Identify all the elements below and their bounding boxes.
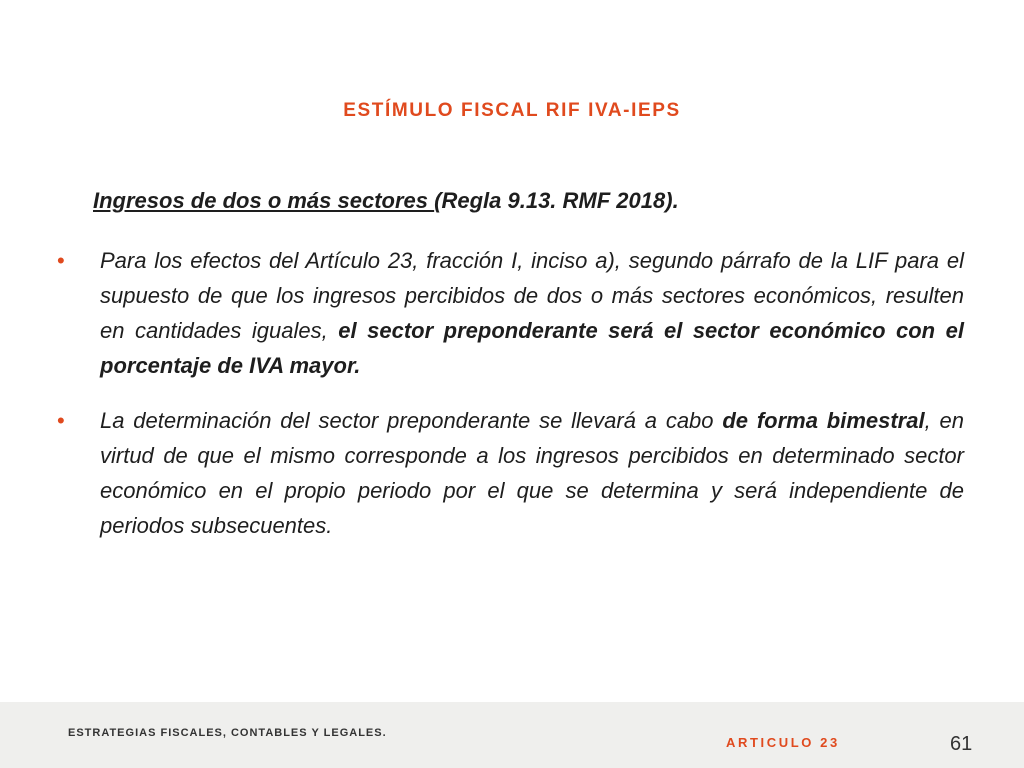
bullet-2-bold: de forma bimestral: [722, 408, 925, 433]
bullet-2-text-start: La determinación del sector preponderante se llevará a cabo: [100, 408, 723, 433]
page-number: 61: [950, 733, 973, 755]
footer-company: ESTRATEGIAS FISCALES, CONTABLES Y LEGALES.: [68, 727, 387, 739]
bullet-dot-2: •: [57, 408, 65, 433]
footer-bar: [0, 702, 1024, 768]
slide-title: ESTÍMULO FISCAL RIF IVA-IEPS: [343, 100, 681, 121]
subheading-underlined: Ingresos de dos o más sectores: [93, 188, 435, 213]
subheading: [93, 188, 679, 214]
bullet-2-text-end: , en virtud de que el mismo corresponde a los ingresos percibidos en determinado sector económico en el propio periodo por el que se determina y será independiente de periodos subsecuentes.: [100, 408, 964, 538]
bullet-1-bold: el sector preponderante será el sector económico con el porcentaje de IVA mayor.: [100, 318, 964, 378]
footer-section-label: ARTICULO 23: [726, 735, 840, 750]
bullet-1-text: Para los efectos del Artículo 23, fracción I, inciso a), segundo párrafo de la LIF para el supuesto de que los ingresos percibidos de dos o más sectores económicos, resulten en cantidades iguales,: [100, 248, 964, 343]
subheading-rest: (Regla 9.13. RMF 2018).: [434, 188, 679, 213]
bullet-dot-1: •: [57, 248, 65, 273]
bullet-item-1: [57, 243, 964, 383]
bullet-item-2: [57, 403, 964, 543]
